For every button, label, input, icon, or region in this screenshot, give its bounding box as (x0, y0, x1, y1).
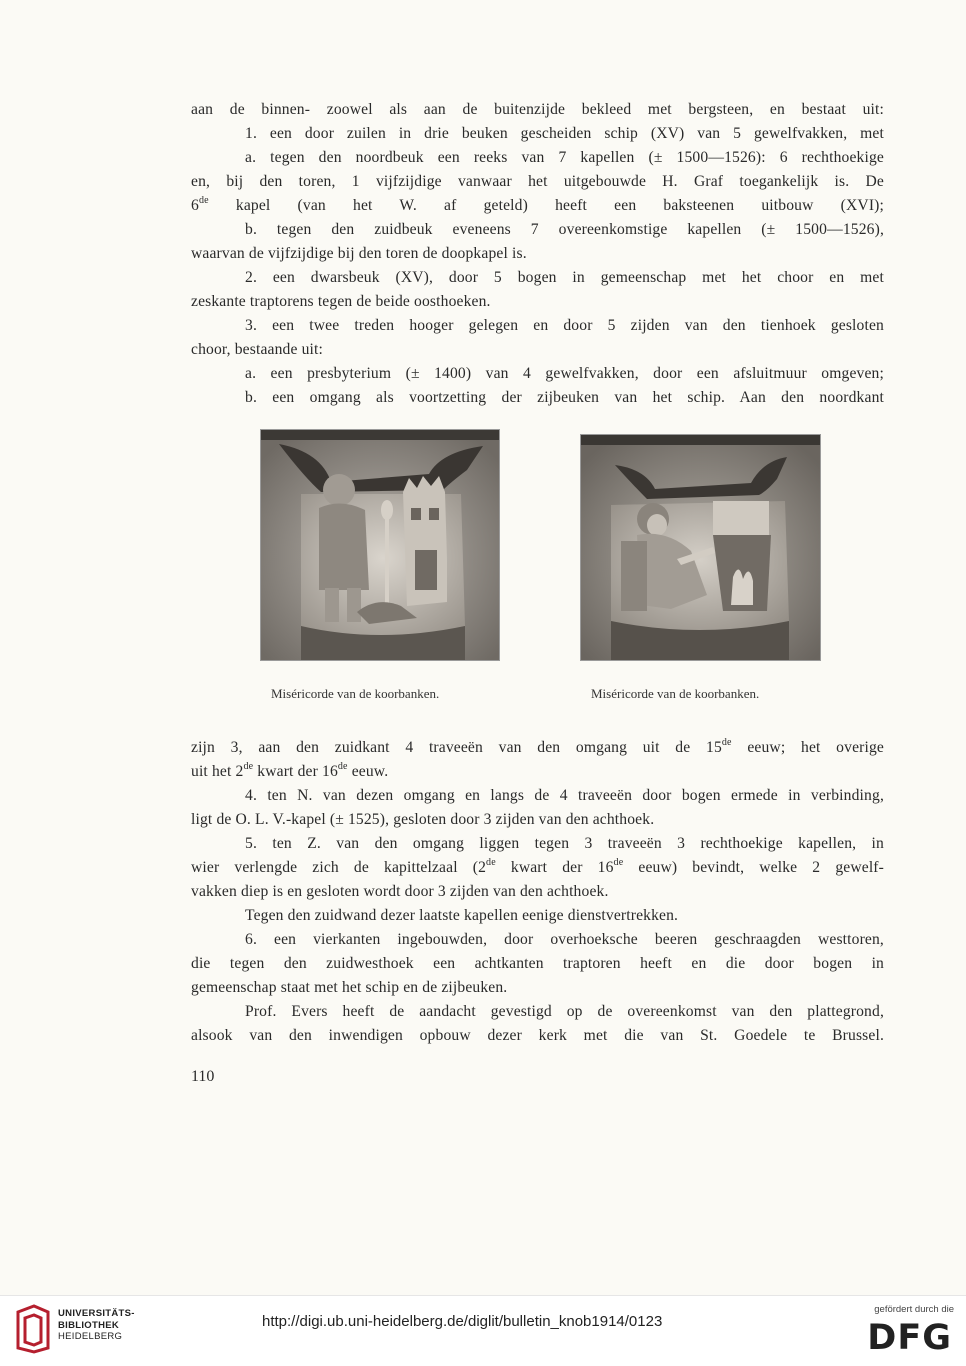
library-name (58, 1308, 135, 1343)
text-line (191, 736, 884, 760)
text-line: b. een omgang als voortzetting der zijbeuken van het schip. Aan den noordkant (245, 389, 884, 406)
text-line: die tegen den zuidwesthoek een achtkanten traptoren heeft en die door bogen in (191, 955, 884, 972)
text-line: aan de binnen- zoowel als aan de buitenzijde bekleed met bergsteen, en bestaat uit: (191, 101, 884, 118)
text-line: vakken diep is en gesloten wordt door 3 zijden van den achthoek. (191, 883, 609, 900)
text-run: eeuw) bevindt, welke 2 gewelf- (638, 859, 884, 876)
text-line: a. een presbyterium (± 1400) van 4 gewelfvakken, door een afsluitmuur omgeven; (245, 365, 884, 382)
text-line: 1. een door zuilen in drie beuken gescheiden schip (XV) van 5 gewelfvakken, met (245, 125, 884, 142)
figure-misericorde-woman (580, 434, 821, 661)
text-line: Prof. Evers heeft de aandacht gevestigd op de overeenkomst van den plattegrond, (245, 1003, 884, 1020)
figure-caption: Miséricorde van de koorbanken. (591, 686, 760, 701)
dfg-logo[interactable]: DFG (867, 1318, 952, 1358)
superscript: de (613, 856, 624, 868)
text-line: b. tegen den zuidbeuk eveneens 7 overeenkomstige kapellen (± 1500—1526), (245, 221, 884, 238)
superscript: de (721, 736, 732, 748)
text-run: wier verlengde zich de kapittelzaal (2 (191, 859, 487, 876)
text-line: waarvan de vijfzijdige bij den toren de doopkapel is. (191, 245, 527, 262)
text-run: eeuw; het overige (747, 739, 884, 756)
text-line: 4. ten N. van dezen omgang en langs de 4 traveeën door bogen ermede in verbinding, (245, 787, 884, 804)
text-line: 2. een dwarsbeuk (XV), door 5 bogen in gemeenschap met het choor en met (245, 269, 884, 286)
library-name-line: BIBLIOTHEK (58, 1319, 120, 1331)
permalink-url[interactable]: http://digi.ub.uni-heidelberg.de/diglit/bulletin_knob1914/0123 (262, 1313, 663, 1330)
text-run: kapel (van het W. af geteld) heeft een baksteenen uitbouw (XVI); (235, 197, 885, 214)
figure-caption: Miséricorde van de koorbanken. (271, 686, 440, 701)
text-line (191, 856, 884, 880)
page-number: 110 (191, 1068, 215, 1085)
text-run: eeuw. (351, 763, 389, 780)
text-line: choor, bestaande uit: (191, 341, 323, 358)
figure-misericorde-knight (260, 429, 500, 661)
library-name-line: HEIDELBERG (58, 1331, 123, 1342)
text-run: zijn 3, aan den zuidkant 4 traveeën van den omgang uit de 15 (191, 739, 722, 756)
library-name-line: UNIVERSITÄTS- (58, 1308, 135, 1319)
text-line (191, 760, 884, 784)
text-line: alsook van den inwendigen opbouw dezer kerk met die van St. Goedele te Brussel. (191, 1027, 884, 1044)
text-line: 3. een twee treden hooger gelegen en door 5 zijden van den tienhoek gesloten (245, 317, 884, 334)
funding-label: gefördert durch die (874, 1304, 954, 1315)
carving-knight-image (261, 430, 499, 660)
text-run: uit het 2 (191, 763, 244, 780)
text-line: zeskante traptorens tegen de beide oosthoeken. (191, 293, 491, 310)
university-logo-icon[interactable] (14, 1304, 52, 1354)
text-line: gemeenschap staat met het schip en de zijbeuken. (191, 979, 508, 996)
text-line: en, bij den toren, 1 vijfzijdige vanwaar het uitgebouwde H. Graf toegankelijk is. De (191, 173, 884, 190)
text-run: kwart der 16 (257, 763, 338, 780)
superscript: de (337, 760, 348, 772)
text-line: 6. een vierkanten ingebouwden, door overhoeksche beeren geschraagden westtoren, (245, 931, 884, 948)
text-line: ligt de O. L. V.-kapel (± 1525), gesloten door 3 zijden van den achthoek. (191, 811, 655, 828)
ordinal: 6 (191, 197, 199, 214)
text-line: a. tegen den noordbeuk een reeks van 7 kapellen (± 1500—1526): 6 rechthoekige (245, 149, 884, 166)
text-line: Tegen den zuidwand dezer laatste kapellen eenige dienstvertrekken. (245, 907, 679, 924)
carving-woman-image (581, 435, 820, 660)
superscript: de (243, 760, 254, 772)
text-run: kwart der 16 (510, 859, 614, 876)
superscript: de (198, 194, 209, 206)
footer-bar (0, 1295, 966, 1366)
superscript: de (486, 856, 496, 868)
text-line: 5. ten Z. van den omgang liggen tegen 3 traveeën 3 rechthoekige kapellen, in (245, 835, 884, 852)
text-line (191, 194, 884, 218)
